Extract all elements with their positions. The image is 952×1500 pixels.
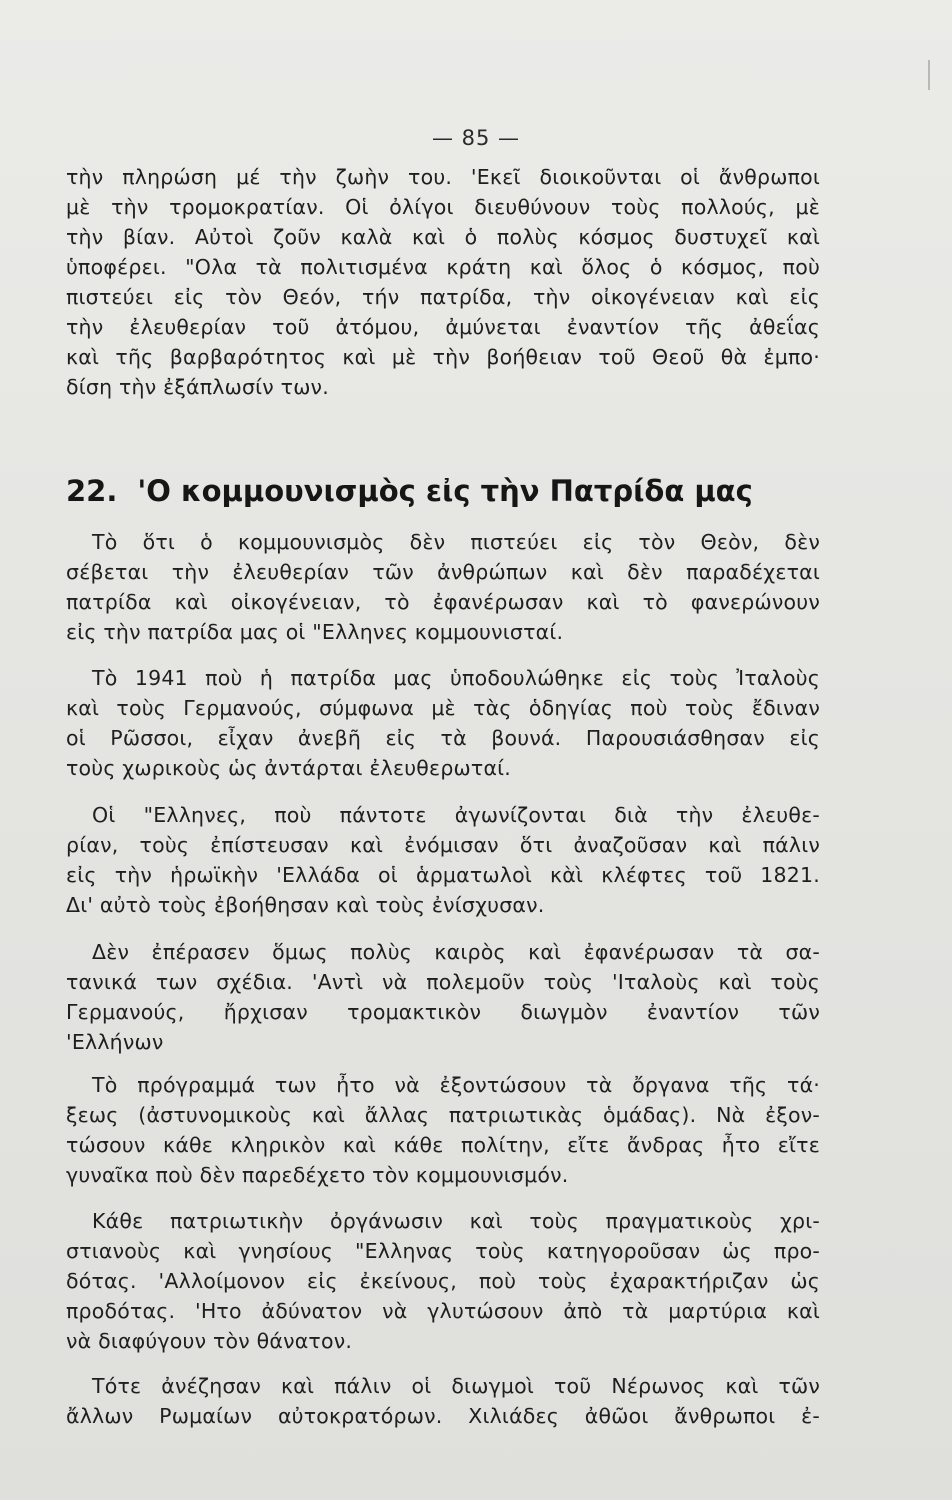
page-edge-mark — [928, 60, 930, 90]
text-line: στιανοὺς καὶ γνησίους "Ελληνας τοὺς κατηγοροῦσαν ὡς προ- — [66, 1239, 820, 1263]
section-number: 22. — [66, 474, 118, 508]
text-line: τανικά των σχέδια. 'Αντὶ νὰ πολεμοῦν τοὺς 'Ιταλοὺς καὶ τοὺς — [66, 970, 820, 994]
section-heading — [66, 470, 806, 512]
intro-paragraph — [66, 162, 820, 402]
text-line: μὲ τὴν τρομοκρατίαν. Οἱ ὀλίγοι διευθύνουν τοὺς πολλούς, μὲ — [66, 195, 820, 219]
page-number: — 85 — — [431, 126, 521, 150]
paragraph — [66, 937, 820, 1057]
text-line: δότας. 'Αλλοίμονον εἰς ἐκείνους, ποὺ τοὺς ἐχαρακτήριζαν ὡς — [66, 1269, 820, 1293]
text-line: τώσουν κάθε κληρικὸν καὶ κάθε πολίτην, εἴτε ἄνδρας ἦτο εἴτε — [66, 1133, 820, 1157]
text-line: δίση τὴν ἐξάπλωσίν των. — [66, 375, 329, 399]
paragraph — [66, 800, 820, 920]
text-line: Τὸ πρόγραμμά των ἦτο νὰ ἐξοντώσουν τὰ ὄργανα τῆς τά· — [92, 1073, 820, 1097]
text-line: ξεως (ἀστυνομικοὺς καὶ ἄλλας πατριωτικὰς ὁμάδας). Νὰ ἐξον- — [66, 1103, 820, 1127]
text-line: Γερμανούς, ἤρχισαν τρομακτικὸν διωγμὸν ἐναντίον τῶν — [66, 1000, 820, 1024]
text-line: τὴν πληρώση μέ τὴν ζωὴν του. 'Εκεῖ διοικοῦνται οἱ ἄνθρωποι — [66, 165, 820, 189]
text-line: νὰ διαφύγουν τὸν θάνατον. — [66, 1329, 353, 1353]
text-line: ἄλλων Ρωμαίων αὐτοκρατόρων. Χιλιάδες ἀθῶοι ἄνθρωποι ἐ- — [66, 1404, 820, 1428]
paragraph — [66, 663, 820, 783]
paragraph — [66, 527, 820, 647]
text-line: Οἱ "Ελληνες, ποὺ πάντοτε ἀγωνίζονται διὰ τὴν ἐλευθε- — [92, 803, 820, 827]
text-line: πιστεύει εἰς τὸν Θεόν, τήν πατρίδα, τὴν οἰκογένειαν καὶ εἰς — [66, 285, 820, 309]
text-line: προδότας. 'Ητο ἀδύνατον νὰ γλυτώσουν ἀπὸ τὰ μαρτύρια καὶ — [66, 1299, 820, 1323]
text-line: καὶ τῆς βαρβαρότητος καὶ μὲ τὴν βοήθειαν τοῦ Θεοῦ θὰ ἐμπο· — [66, 345, 820, 369]
text-line: Τὸ ὅτι ὁ κομμουνισμὸς δὲν πιστεύει εἰς τὸν Θεὸν, δὲν — [92, 530, 820, 554]
text-line: τὴν βίαν. Αὐτοὶ ζοῦν καλὰ καὶ ὁ πολὺς κόσμος δυστυχεῖ καὶ — [66, 225, 820, 249]
text-line: 'Ελλήνων — [66, 1030, 164, 1054]
text-line: οἱ Ρῶσσοι, εἶχαν ἀνεβῆ εἰς τὰ βουνά. Παρουσιάσθησαν εἰς — [66, 726, 820, 750]
text-line: τοὺς χωρικοὺς ὡς ἀντάρται ἐλευθερωταί. — [66, 756, 512, 780]
paragraph — [66, 1070, 820, 1190]
text-line: Τότε ἀνέζησαν καὶ πάλιν οἱ διωγμοὶ τοῦ Νέρωνος καὶ τῶν — [92, 1374, 820, 1398]
text-line: ὑποφέρει. "Ολα τὰ πολιτισμένα κράτη καὶ ὅλος ὁ κόσμος, ποὺ — [66, 255, 820, 279]
paragraph — [66, 1371, 820, 1431]
text-line: εἰς τὴν ἡρωϊκὴν 'Ελλάδα οἱ ἁρματωλοὶ κὰὶ κλέφτες τοῦ 1821. — [66, 863, 820, 887]
text-line: Τὸ 1941 ποὺ ἡ πατρίδα μας ὑποδουλώθηκε εἰς τοὺς Ἰταλοὺς — [92, 666, 820, 690]
text-line: Δὲν ἐπέρασεν ὅμως πολὺς καιρὸς καὶ ἐφανέρωσαν τὰ σα- — [92, 940, 820, 964]
text-line: ρίαν, τοὺς ἐπίστευσαν καὶ ἐνόμισαν ὅτι ἀναζοῦσαν καὶ πάλιν — [66, 833, 820, 857]
text-line: γυναῖκα ποὺ δὲν παρεδέχετο τὸν κομμουνισμόν. — [66, 1163, 569, 1187]
text-line: τὴν ἐλευθερίαν τοῦ ἀτόμου, ἀμύνεται ἐναντίον τῆς ἀθεΐας — [66, 315, 820, 339]
section-title: 'Ο κομμουνισμὸς εἰς τὴν Πατρίδα μας — [137, 474, 753, 508]
text-line: πατρίδα καὶ οἰκογένειαν, τὸ ἐφανέρωσαν καὶ τὸ φανερώνουν — [66, 590, 820, 614]
text-line: σέβεται τὴν ἐλευθερίαν τῶν ἀνθρώπων καὶ δὲν παραδέχεται — [66, 560, 820, 584]
text-line: εἰς τὴν πατρίδα μας οἱ "Ελληνες κομμουνισταί. — [66, 620, 564, 644]
paragraph — [66, 1206, 820, 1356]
text-line: Δι' αὐτὸ τοὺς ἐβοήθησαν καὶ τοὺς ἐνίσχυσαν. — [66, 893, 545, 917]
text-line: Κάθε πατριωτικὴν ὀργάνωσιν καὶ τοὺς πραγματικοὺς χρι- — [92, 1209, 820, 1233]
text-line: καὶ τοὺς Γερμανούς, σύμφωνα μὲ τὰς ὁδηγίας ποὺ τοὺς ἔδιναν — [66, 696, 820, 720]
